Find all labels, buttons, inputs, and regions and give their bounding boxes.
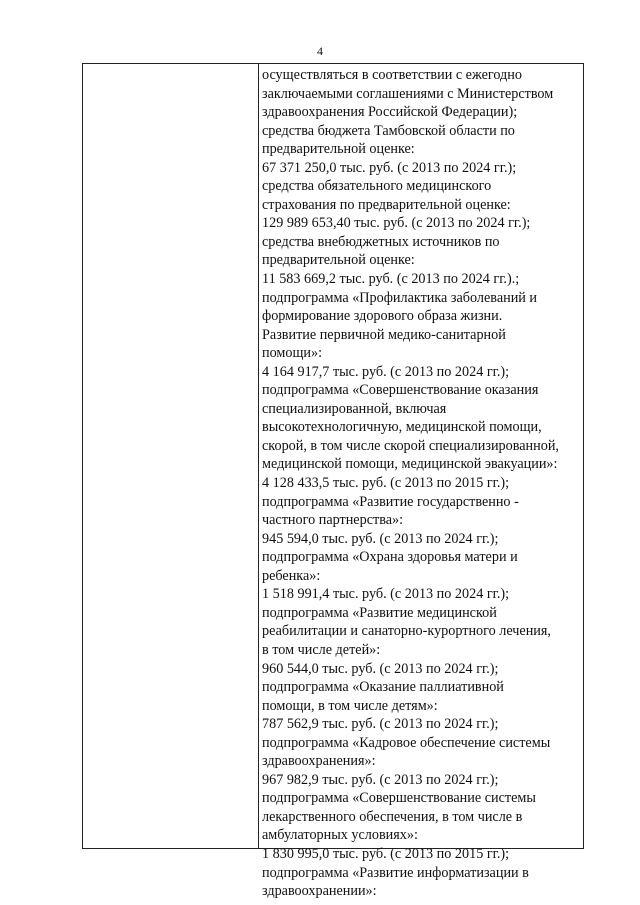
text-line: 4 128 433,5 тыс. руб. (с 2013 по 2015 гг.); bbox=[262, 475, 510, 492]
text-line: скорой, в том числе скорой специализированной, bbox=[262, 437, 559, 454]
document-table bbox=[82, 63, 584, 900]
text-line: подпрограмма «Развитие медицинской bbox=[262, 604, 497, 621]
text-line: высокотехнологичную, медицинской помощи, bbox=[262, 419, 542, 436]
text-line: предварительной оценке: bbox=[262, 141, 415, 158]
text-line: подпрограмма «Оказание паллиативной bbox=[262, 679, 504, 696]
text-line: подпрограмма «Развитие государственно - bbox=[262, 493, 519, 510]
text-line: 967 982,9 тыс. руб. (с 2013 по 2024 гг.); bbox=[262, 771, 499, 788]
text-line: 787 562,9 тыс. руб. (с 2013 по 2024 гг.); bbox=[262, 716, 499, 733]
text-line: Развитие первичной медико-санитарной bbox=[262, 326, 506, 343]
text-line: заключаемыми соглашениями с Министерством bbox=[262, 85, 554, 102]
text-line: подпрограмма «Кадровое обеспечение системы bbox=[262, 734, 551, 751]
text-line: частного партнерства»: bbox=[262, 512, 404, 529]
text-line: подпрограмма «Совершенствование оказания bbox=[262, 382, 539, 399]
text-line: 945 594,0 тыс. руб. (с 2013 по 2024 гг.); bbox=[262, 530, 499, 547]
text-line: специализированной, включая bbox=[262, 400, 447, 417]
text-line: средства обязательного медицинского bbox=[262, 178, 492, 195]
text-line: ребенка»: bbox=[262, 567, 321, 584]
text-line: 1 830 995,0 тыс. руб. (с 2013 по 2015 гг.); bbox=[262, 845, 510, 862]
text-line: здравоохранения Российской Федерации); bbox=[262, 104, 518, 121]
text-line: 11 583 669,2 тыс. руб. (с 2013 по 2024 гг.).; bbox=[262, 271, 520, 288]
text-line: здравоохранении»: bbox=[262, 883, 377, 900]
text-line: 67 371 250,0 тыс. руб. (с 2013 по 2024 гг.); bbox=[262, 159, 517, 176]
text-line: страхования по предварительной оценке: bbox=[262, 196, 511, 213]
text-line: формирование здорового образа жизни. bbox=[262, 308, 503, 325]
text-line: подпрограмма «Охрана здоровья матери и bbox=[262, 549, 518, 566]
text-line: медицинской помощи, медицинской эвакуации»: bbox=[262, 456, 558, 473]
text-line: средства бюджета Тамбовской области по bbox=[262, 122, 515, 139]
text-line: подпрограмма «Развитие информатизации в bbox=[262, 864, 529, 881]
table-right-cell bbox=[262, 66, 584, 901]
text-line: 4 164 917,7 тыс. руб. (с 2013 по 2024 гг.); bbox=[262, 363, 510, 380]
text-line: 129 989 653,40 тыс. руб. (с 2013 по 2024 гг.); bbox=[262, 215, 531, 232]
text-line: амбулаторных условиях»: bbox=[262, 827, 418, 844]
text-line: 960 544,0 тыс. руб. (с 2013 по 2024 гг.); bbox=[262, 660, 499, 677]
text-line: лекарственного обеспечения, в том числе в bbox=[262, 808, 523, 825]
text-line: подпрограмма «Совершенствование системы bbox=[262, 790, 536, 807]
text-line: 1 518 991,4 тыс. руб. (с 2013 по 2024 гг.); bbox=[262, 586, 510, 603]
text-line: помощи, в том числе детям»: bbox=[262, 697, 438, 714]
text-line: осуществляться в соответствии с ежегодно bbox=[262, 67, 522, 83]
text-line: подпрограмма «Профилактика заболеваний и bbox=[262, 289, 538, 306]
text-line: здравоохранения»: bbox=[262, 753, 376, 770]
page-number: 4 bbox=[317, 44, 323, 58]
text-line: средства внебюджетных источников по bbox=[262, 233, 500, 250]
text-line: в том числе детей»: bbox=[262, 641, 381, 658]
text-line: помощи»: bbox=[262, 345, 323, 362]
text-line: реабилитации и санаторно-курортного лечения, bbox=[262, 623, 551, 640]
table-left-cell bbox=[83, 64, 259, 848]
text-line: предварительной оценке: bbox=[262, 252, 415, 269]
